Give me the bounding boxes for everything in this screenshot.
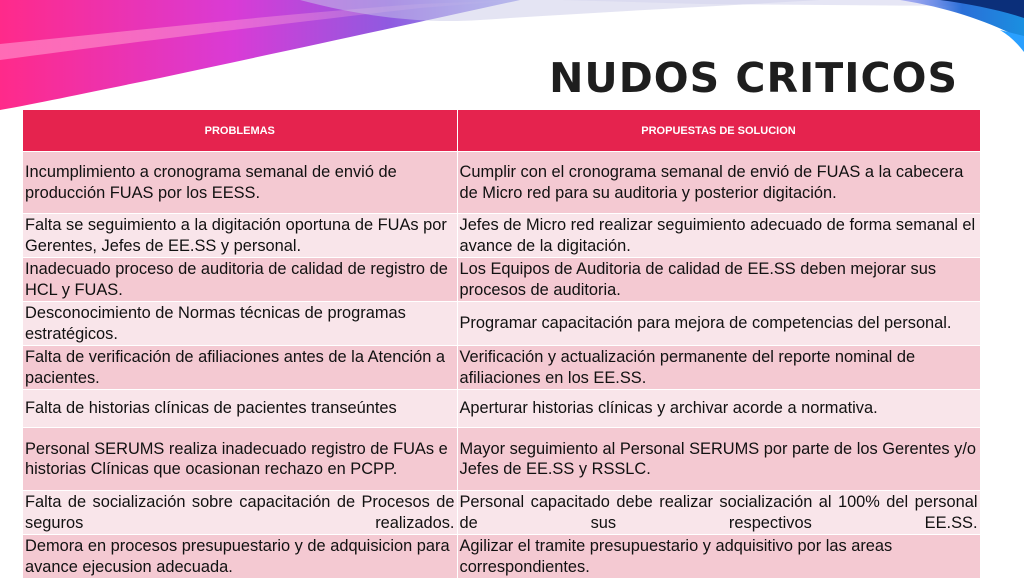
table-row (23, 428, 980, 491)
problema-cell: Desconocimiento de Normas técnicas de programas estratégicos. (23, 302, 457, 346)
table-row (23, 390, 980, 428)
table-header-row (23, 110, 980, 152)
table-row (23, 491, 980, 535)
header-propuestas: PROPUESTAS DE SOLUCION (457, 110, 980, 152)
table-row (23, 535, 980, 578)
propuesta-cell: Cumplir con el cronograma semanal de envió de FUAS a la cabecera de Micro red para su auditoria y posterior digitación. (457, 152, 980, 214)
table-row (23, 258, 980, 302)
nudos-criticos-table (23, 110, 981, 578)
propuesta-cell: Los Equipos de Auditoria de calidad de EE.SS deben mejorar sus procesos de auditoria. (457, 258, 980, 302)
table-row (23, 346, 980, 390)
propuesta-cell: Agilizar el tramite presupuestario y adquisitivo por las areas correspondientes. (457, 535, 980, 578)
propuesta-cell: Jefes de Micro red realizar seguimiento adecuado de forma semanal el avance de la digitación. (457, 214, 980, 258)
table-row (23, 302, 980, 346)
problema-cell: Falta de socialización sobre capacitación de Procesos de seguros realizados. (23, 491, 457, 535)
propuesta-cell: Programar capacitación para mejora de competencias del personal. (457, 302, 980, 346)
problema-cell: Personal SERUMS realiza inadecuado registro de FUAs e historias Clínicas que ocasionan rechazo en PCPP. (23, 428, 457, 491)
propuesta-cell: Verificación y actualización permanente del reporte nominal de afiliaciones en los EE.SS. (457, 346, 980, 390)
problema-cell: Inadecuado proceso de auditoria de calidad de registro de HCL y FUAS. (23, 258, 457, 302)
propuesta-cell: Aperturar historias clínicas y archivar acorde a normativa. (457, 390, 980, 428)
problema-cell: Falta se seguimiento a la digitación oportuna de FUAs por Gerentes, Jefes de EE.SS y personal. (23, 214, 457, 258)
header-problemas: PROBLEMAS (23, 110, 457, 152)
problema-cell: Demora en procesos presupuestario y de adquisicion para avance ejecusion adecuada. (23, 535, 457, 578)
problema-cell: Incumplimiento a cronograma semanal de envió de producción FUAS por los EESS. (23, 152, 457, 214)
propuesta-cell: Personal capacitado debe realizar socialización al 100% del personal de sus respectivos EE.SS. (457, 491, 980, 535)
table-row (23, 152, 980, 214)
problema-cell: Falta de historias clínicas de pacientes transeúntes (23, 390, 457, 428)
slide-title: NUDOS CRITICOS (549, 54, 958, 102)
propuesta-cell: Mayor seguimiento al Personal SERUMS por parte de los Gerentes y/o Jefes de EE.SS y RSSLC. (457, 428, 980, 491)
table-row (23, 214, 980, 258)
problema-cell: Falta de verificación de afiliaciones antes de la Atención a pacientes. (23, 346, 457, 390)
